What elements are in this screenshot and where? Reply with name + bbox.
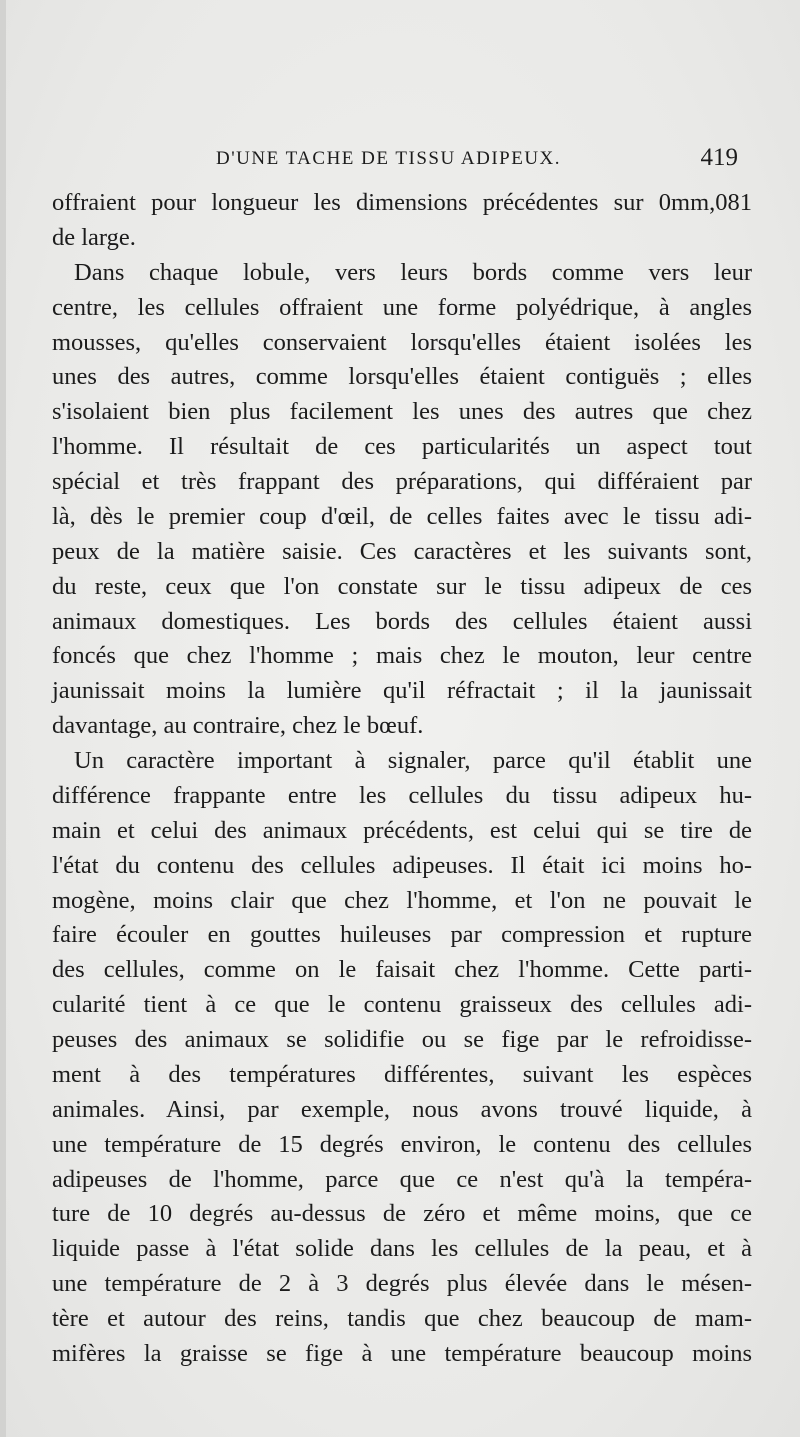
text-line: Dans chaque lobule, vers leurs bords comme vers leur [74,258,752,286]
text-line: différence frappante entre les cellules du tissu adipeux hu- [52,781,752,809]
text-line: offraient pour longueur les dimensions précédentes sur 0mm,081 [52,189,752,216]
text-line: l'état du contenu des cellules adipeuses. Il était ici moins ho- [52,851,752,879]
text-line: main et celui des animaux précédents, est celui qui se tire de [52,816,752,844]
text-line: du reste, ceux que l'on constate sur le tissu adipeux de ces [52,572,752,600]
text-line: davantage, au contraire, chez le bœuf. [52,712,424,740]
text-line: animales. Ainsi, par exemple, nous avons trouvé liquide, à [52,1095,752,1123]
text-line: ture de 10 degrés au-dessus de zéro et même moins, que ce [52,1200,752,1228]
text-line: centre, les cellules offraient une forme polyédrique, à angles [52,293,752,321]
text-line: cularité tient à ce que le contenu graisseux des cellules adi- [52,991,752,1019]
text-line: peux de la matière saisie. Ces caractères et les suivants sont, [52,537,752,565]
text-line: animaux domestiques. Les bords des cellules étaient aussi [52,607,752,635]
text-line: mogène, moins clair que chez l'homme, et l'on ne pouvait le [52,886,752,914]
text-line: des cellules, comme on le faisait chez l'homme. Cette parti- [52,956,752,984]
text-line: de large. [52,223,136,251]
text-line: s'isolaient bien plus facilement les unes des autres que chez [52,398,752,426]
text-line: liquide passe à l'état solide dans les cellules de la peau, et à [52,1235,752,1263]
text-line: une température de 2 à 3 degrés plus élevée dans le mésen- [52,1270,752,1298]
text-line: spécial et très frappant des préparations, qui différaient par [52,468,752,495]
body-text [52,186,752,1372]
text-line: adipeuses de l'homme, parce que ce n'est qu'à la tempéra- [52,1165,752,1193]
text-line: là, dès le premier coup d'œil, de celles faites avec le tissu adi- [52,502,752,530]
text-line: l'homme. Il résultait de ces particularités un aspect tout [52,433,752,461]
running-title: D'UNE TACHE DE TISSU ADIPEUX. [216,148,562,169]
text-line: une température de 15 degrés environ, le contenu des cellules [52,1130,752,1158]
text-line: peuses des animaux se solidifie ou se fige par le refroidisse- [52,1026,752,1053]
text-line: ment à des températures différentes, suivant les espèces [52,1060,752,1088]
page-edge-shadow [0,0,6,1437]
page-header [216,144,738,180]
text-line: Un caractère important à signaler, parce qu'il établit une [74,747,752,774]
text-line: foncés que chez l'homme ; mais chez le mouton, leur centre [52,642,752,670]
text-line: tère et autour des reins, tandis que chez beaucoup de mam- [52,1305,752,1332]
page-number: 419 [700,144,738,171]
text-line: unes des autres, comme lorsqu'elles étaient contiguës ; elles [52,363,752,391]
text-line: faire écouler en gouttes huileuses par compression et rupture [52,921,752,949]
text-line: mousses, qu'elles conservaient lorsqu'elles étaient isolées les [52,328,752,356]
text-line: jaunissait moins la lumière qu'il réfractait ; il la jaunissait [52,677,752,705]
text-line: mifères la graisse se fige à une température beaucoup moins [52,1339,752,1367]
